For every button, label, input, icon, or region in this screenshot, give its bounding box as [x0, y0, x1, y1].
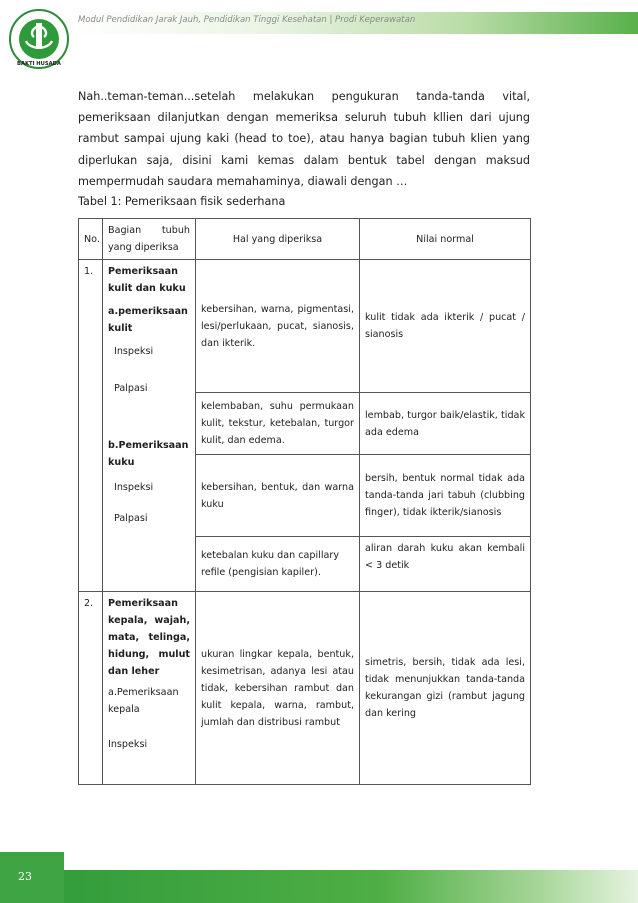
row1-check-4: ketebalan kuku dan capillary refile (pengisian kapiler).	[196, 537, 360, 592]
row2-part-cell	[103, 592, 196, 785]
table-caption: Tabel 1: Pemeriksaan fisik sederhana	[78, 195, 286, 208]
row1-sub-a: a.pemeriksaan kulit	[108, 306, 188, 334]
table-row	[79, 592, 531, 785]
row2-normal: simetris, bersih, tidak ada lesi, tidak menunjukkan tanda-tanda kekurangan gizi (rambut jagung dan kering	[360, 592, 531, 785]
row2-inspeksi-a: Inspeksi	[108, 739, 148, 750]
header-normal: Nilai normal	[360, 219, 531, 260]
row1-part-cell	[103, 260, 196, 592]
intro-paragraph: Nah..teman-teman...setelah melakukan pengukuran tanda-tanda vital, pemeriksaan dilanjutkan dengan memeriksa seluruh tubuh kllien dari ujung rambut sampai ujung kaki (head to toe), atau hanya bagian tubuh klien yang diperlukan saja, disini kami kemas dalam bentuk tabel dengan maksud mempermudah saudara memahaminya, diawali dengan …	[78, 90, 530, 188]
row1-sub-b: b.Pemeriksaan kuku	[108, 440, 189, 468]
page-number: 23	[18, 870, 32, 883]
svg-text:BAKTI HUSADA: BAKTI HUSADA	[17, 61, 61, 67]
row1-normal-2: lembab, turgor baik/elastik, tidak ada edema	[360, 393, 531, 455]
row1-title: Pemeriksaan kulit dan kuku	[108, 266, 186, 294]
row1-palpasi-a: Palpasi	[114, 383, 148, 394]
table-header-row	[79, 219, 531, 260]
page-number-box	[0, 852, 64, 903]
row1-palpasi-b: Palpasi	[114, 513, 148, 524]
row2-title: Pemeriksaan kepala, wajah, mata, telinga, hidung, mulut dan leher	[108, 598, 190, 677]
table-row	[79, 260, 531, 393]
row1-normal-1: kulit tidak ada ikterik / pucat / sianosis	[360, 260, 531, 393]
row2-sub-a: a.Pemeriksaan kepala	[108, 687, 179, 715]
row1-normal-4: aliran darah kuku akan kembali < 3 detik	[360, 537, 531, 592]
bakti-husada-logo	[8, 8, 70, 70]
row1-normal-3: bersih, bentuk normal tidak ada tanda-tanda jari tabuh (clubbing finger), tidak ikterik/sianosis	[360, 455, 531, 537]
row1-check-2: kelembaban, suhu permukaan kulit, tekstur, ketebalan, turgor kulit, dan edema.	[196, 393, 360, 455]
row1-inspeksi-b: Inspeksi	[114, 482, 154, 493]
physical-exam-table	[78, 218, 531, 785]
footer-bar	[0, 870, 638, 903]
row1-no: 1.	[79, 260, 103, 592]
row1-inspeksi-a: Inspeksi	[114, 346, 154, 357]
running-title: Modul Pendidikan Jarak Jauh, Pendidikan Tinggi Kesehatan | Prodi Keperawatan	[78, 15, 416, 25]
header-no: No.	[79, 219, 103, 260]
header-check: Hal yang diperiksa	[196, 219, 360, 260]
row1-check-3: kebersihan, bentuk, dan warna kuku	[196, 455, 360, 537]
row1-check-1: kebersihan, warna, pigmentasi, lesi/perlukaan, pucat, sianosis, dan ikterik.	[196, 260, 360, 393]
header-part: Bagian tubuh yang diperiksa	[103, 219, 196, 260]
row2-no: 2.	[79, 592, 103, 785]
row2-check: ukuran lingkar kepala, bentuk, kesimetrisan, adanya lesi atau tidak, kebersihan rambut dan kulit kepala, warna, rambut, jumlah dan distribusi rambut	[196, 592, 360, 785]
